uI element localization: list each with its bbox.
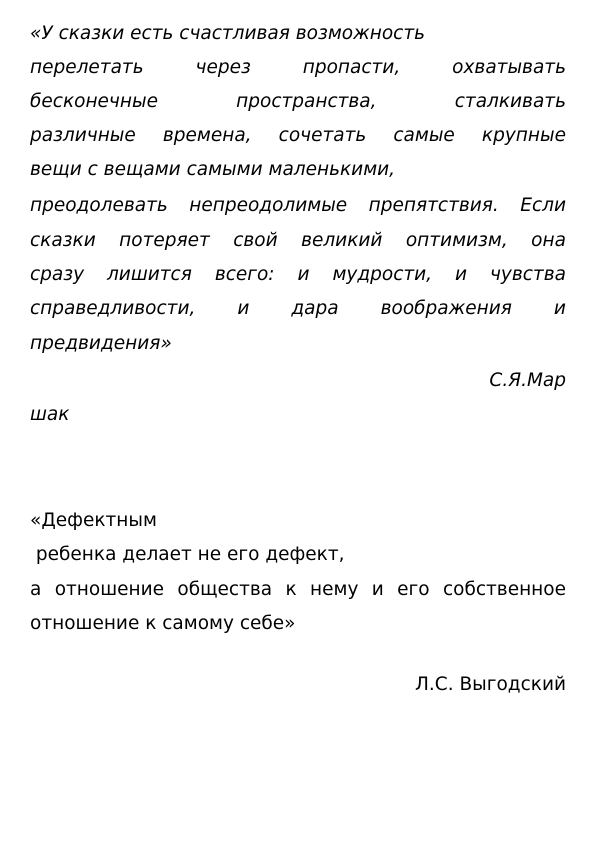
quote1-word: и: [553, 298, 566, 319]
quote1-word: чувства: [489, 264, 566, 285]
quote1-word: самые: [393, 125, 455, 146]
quote1-author-part2: шак: [30, 404, 70, 425]
quote2-word: общества: [177, 579, 273, 600]
quote1-line: [30, 22, 566, 46]
quote1-word: лишится: [106, 264, 192, 285]
quote2-word: нему: [310, 579, 359, 600]
quote1-word: предвидения»: [30, 333, 172, 354]
quote1-word: мудрости,: [332, 264, 433, 285]
quote1-word: потеряет: [119, 230, 210, 251]
quote2-word: ребенка делает не его дефект,: [30, 544, 345, 565]
quote1-word: всего:: [214, 264, 275, 285]
quote1-word: свой: [233, 230, 278, 251]
quote1-word: сочетать: [278, 125, 367, 146]
quote1-word: пропасти,: [302, 57, 401, 78]
quote1-word: препятствия.: [368, 195, 499, 216]
quote2-line: [30, 543, 566, 567]
quote1-word: крупные: [481, 125, 566, 146]
quote1-word: и: [455, 264, 468, 285]
quote2-word: а: [30, 579, 42, 600]
quote1-word: различные: [30, 125, 136, 146]
quote1-line: [30, 90, 566, 114]
quote1-word: воображения: [380, 298, 512, 319]
quote2-word: отношение: [54, 579, 165, 600]
quote1-word: бесконечные: [30, 91, 158, 112]
quote1-line: [30, 56, 566, 80]
quote1-word: преодолевать: [30, 195, 168, 216]
quote1-word: «У сказки есть счастливая возможность: [30, 23, 426, 44]
quote1-line: [30, 194, 566, 218]
quote2-line: [30, 612, 566, 636]
quote1-line: [30, 332, 566, 356]
quote1-word: сразу: [30, 264, 85, 285]
quote1-word: через: [195, 57, 251, 78]
quote1-author-part1: С.Я.Мар: [489, 370, 566, 391]
quote2-word: собственное: [442, 579, 566, 600]
quote1-word: непреодолимые: [189, 195, 348, 216]
quote1-word: Если: [520, 195, 566, 216]
quote1-word: сталкивать: [454, 91, 566, 112]
quote2-line: [30, 509, 566, 533]
quote1-word: сказки: [30, 230, 96, 251]
quote1-line: [30, 297, 566, 321]
quote1-line: [30, 229, 566, 253]
quote1-word: вещи с вещами самыми маленькими,: [30, 159, 396, 180]
quote1-word: пространства,: [236, 91, 377, 112]
quote1-word: и: [297, 264, 310, 285]
quote1-word: дара: [291, 298, 339, 319]
quote1-word: и: [237, 298, 250, 319]
quote1-word: охватывать: [452, 57, 566, 78]
quote1-line: [30, 158, 566, 182]
quote2-word: к: [285, 579, 297, 600]
quote1-word: перелетать: [30, 57, 144, 78]
quote2-word: «Дефектным: [30, 510, 157, 531]
quote1-word: оптимизм,: [405, 230, 508, 251]
quote1-line: [30, 124, 566, 148]
quote1-word: справедливости,: [30, 298, 196, 319]
quote2-author: Л.С. Выгодский: [415, 674, 566, 695]
quote1-word: она: [531, 230, 566, 251]
quote2-word: и: [371, 579, 384, 600]
quote2-line: [30, 578, 566, 602]
quote1-word: времена,: [162, 125, 252, 146]
quote2-word: его: [397, 579, 430, 600]
quote1-word: великий: [301, 230, 383, 251]
quote2-word: отношение к самому себе»: [30, 613, 296, 634]
quote1-line: [30, 263, 566, 287]
